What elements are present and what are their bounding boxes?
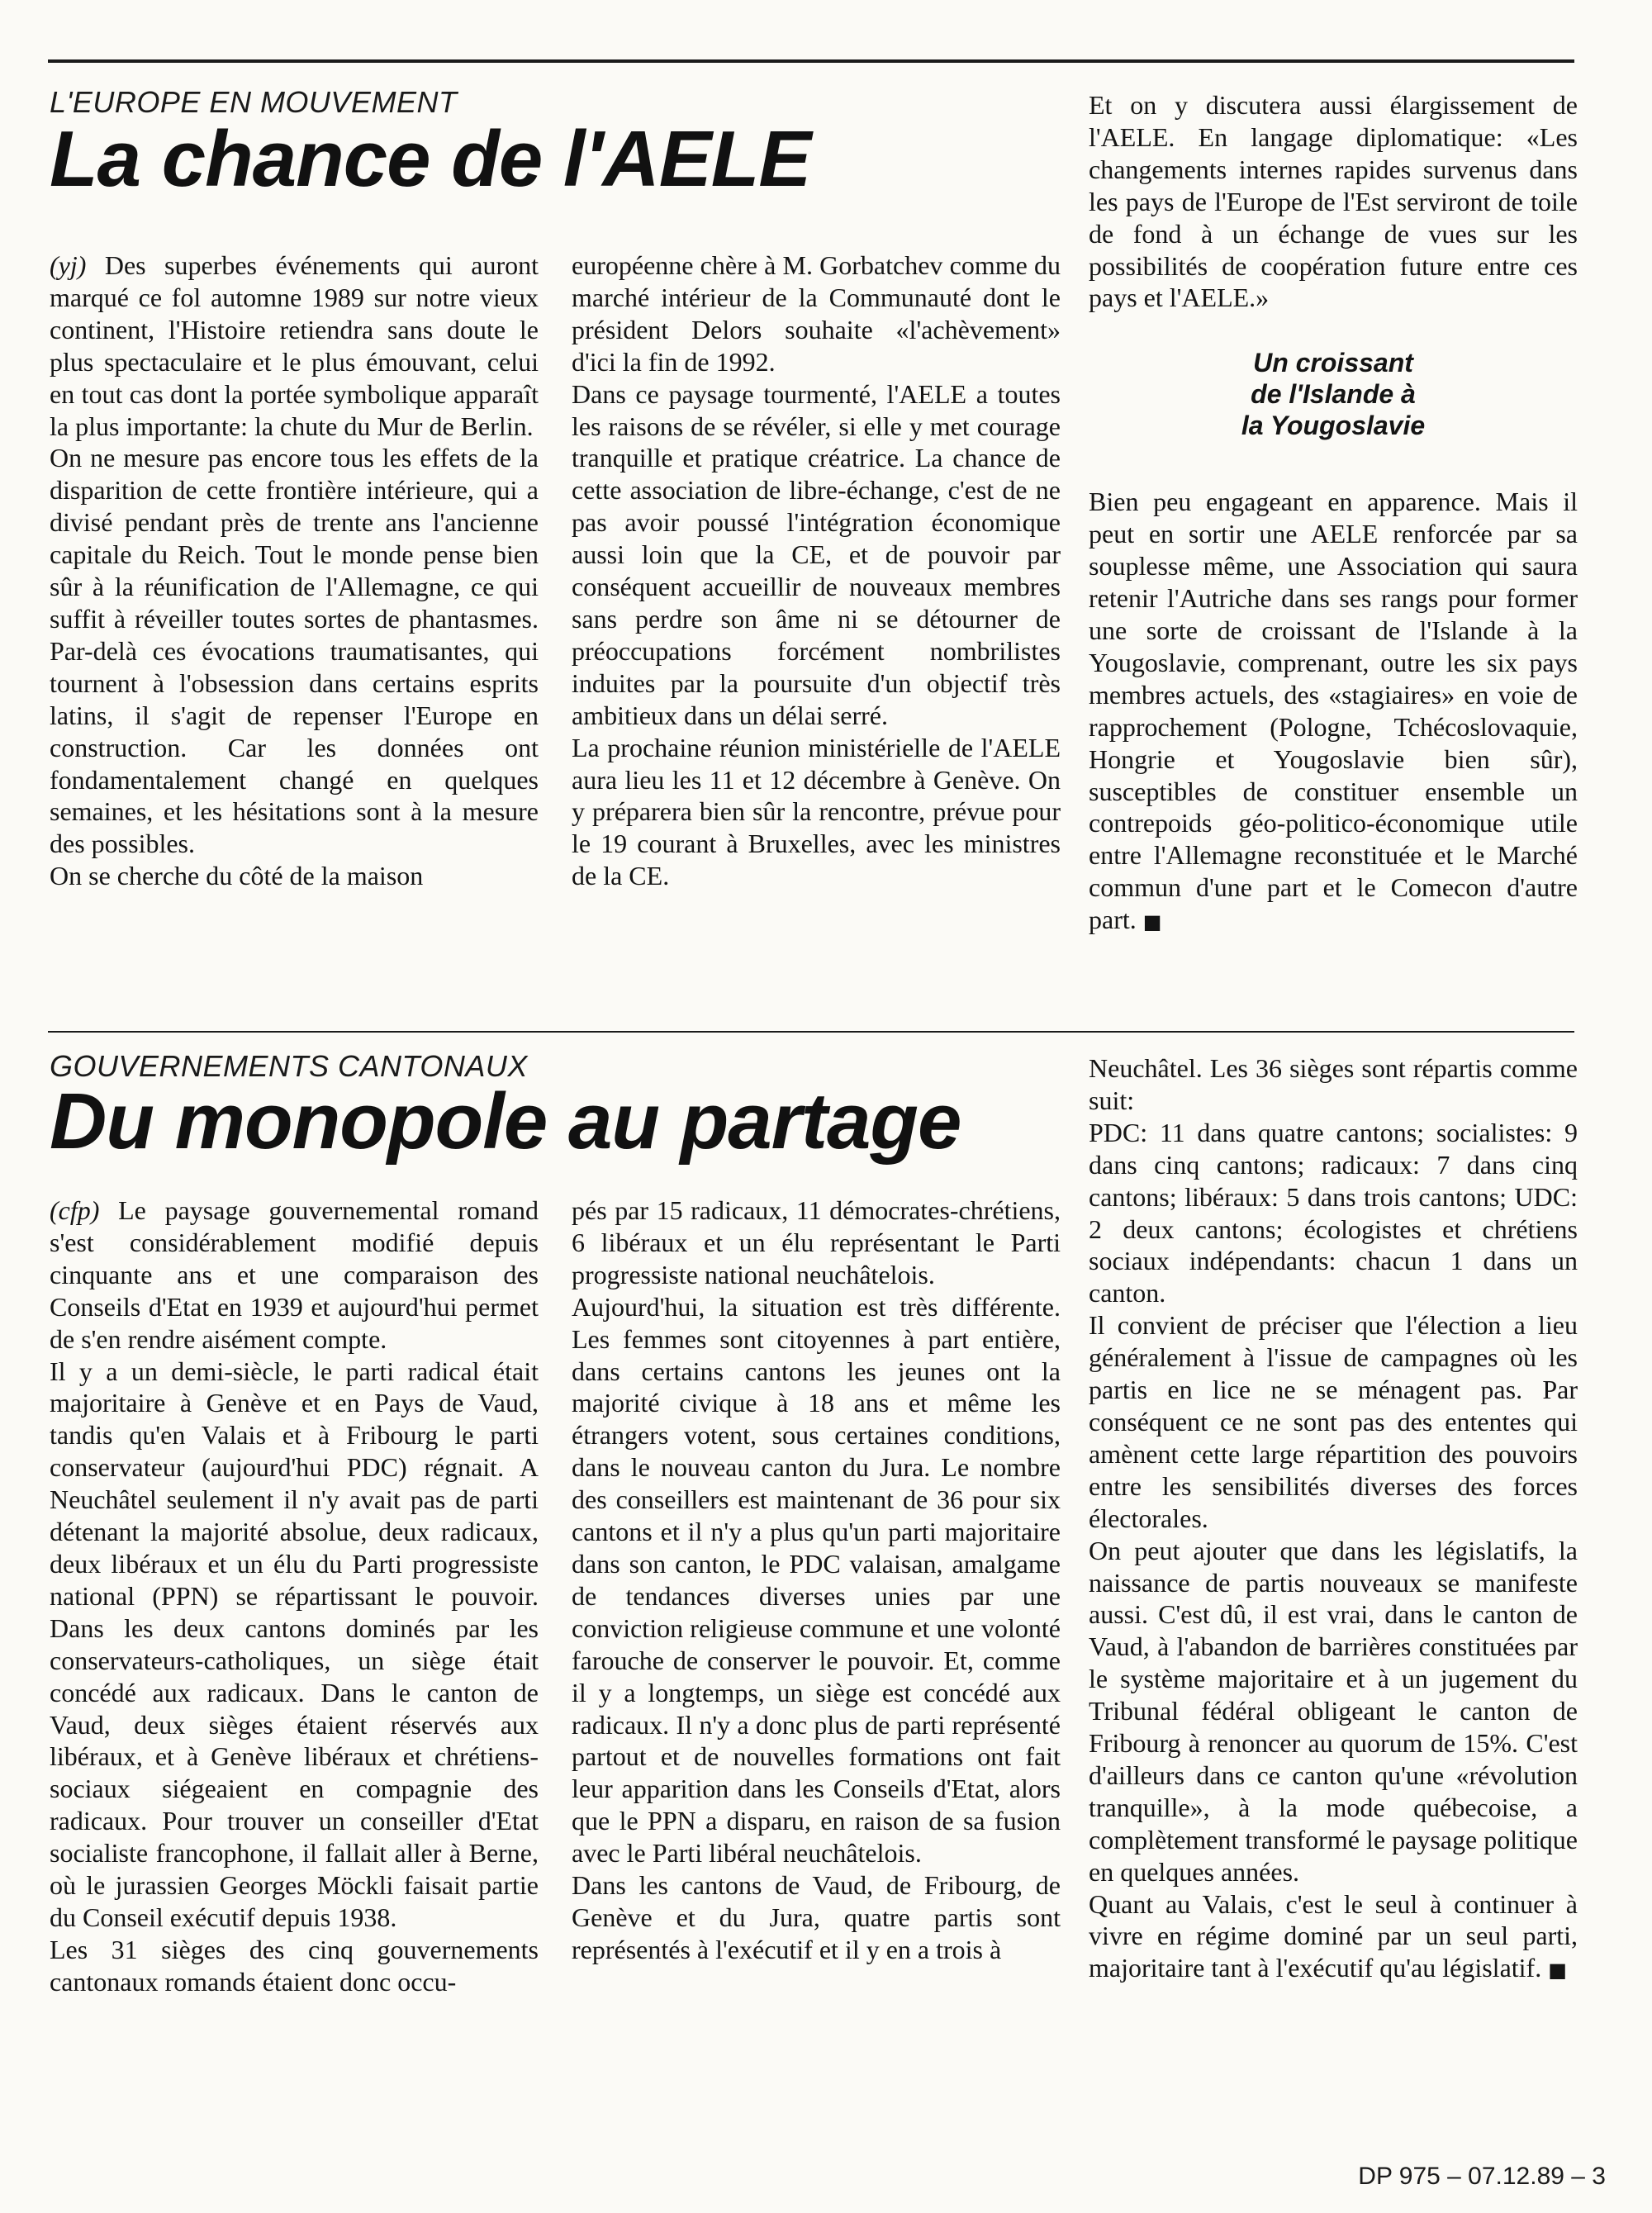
section-divider — [48, 1031, 1574, 1033]
article1-paragraph: On ne mesure pas encore tous les effets de la disparition de cette frontière intérieure, qui a divisé pendant près de trente ans l'ancienne capitale du Reich. Tout le monde pense bien sûr à la réunification de l'Allemagne, ce qui suffit à réveiller toutes sortes de phantasmes. Par-delà ces évocations traumatisantes, qui tournent à l'obsession dans certains esprits latins, il s'agit de repenser l'Europe en construction. Car les données ont fondamentalement changé en quelques semaines, et les hésitations sont à la mesure des possibles. — [50, 443, 539, 859]
article2-kicker: GOUVERNEMENTS CANTONAUX — [50, 1049, 528, 1083]
article2-column-1 — [50, 1194, 539, 1998]
page-folio: DP 975 – 07.12.89 – 3 — [1358, 2163, 1606, 2190]
article1-paragraph: (yj) Des superbes événements qui auront marqué ce fol automne 1989 sur notre vieux continent, l'Histoire retiendra sans doute le plus spectaculaire et le plus émouvant, celui en tout cas dont la portée symbolique apparaît la plus importante: la chute du Mur de Berlin. — [50, 250, 539, 441]
article2-paragraph: Les 31 sièges des cinq gouvernements cantonaux romands étaient donc occu- — [50, 1934, 539, 1997]
top-rule — [48, 59, 1574, 63]
article1-byline: (yj) — [50, 250, 87, 280]
article1-paragraph: On se cherche du côté de la maison — [50, 861, 424, 891]
article1-subhead: Un croissant de l'Islande à la Yougoslavie — [1241, 348, 1426, 441]
article1-paragraph: européenne chère à M. Gorbatchev comme du marché intérieur de la Communauté dont le président Delors souhaite «l'achèvement» d'ici la fin de 1992. — [572, 250, 1061, 377]
article1-paragraph: Bien peu engageant en apparence. Mais il peut en sortir une AELE renforcée par sa souplesse même, une Association qui saura retenir l'Autriche dans ses rangs pour former une sorte de croissant de l'Islande à la Yougoslavie, comprenant, outre les six pays membres actuels, des «stagiaires» en voie de rapprochement (Pologne, Tchécoslovaquie, Hongrie et Yougoslavie bien sûr), susceptibles de constituer ensemble un contrepoids géo-politico-économique utile entre l'Allemagne reconstituée et le Marché commun d'une part et le Comecon d'autre part. ■ — [1089, 487, 1578, 935]
article2-column-2 — [572, 1194, 1061, 1966]
article2-paragraph: (cfp) Le paysage gouvernemental romand s'est considérablement modifié depuis cinquante ans et une comparaison des Conseils d'Etat en 1939 et aujourd'hui permet de s'en rendre aisément compte. — [50, 1195, 539, 1354]
article2-paragraph: PDC: 11 dans quatre cantons; socialistes: 9 dans cinq cantons; radicaux: 7 dans cinq cantons; libéraux: 5 dans trois cantons; UDC: 2 deux cantons; écologistes et chrétiens sociaux indépendants: chacun 1 dans un canton. — [1089, 1117, 1578, 1308]
article2-paragraph: pés par 15 radicaux, 11 démocrates-chrétiens, 6 libéraux et un élu représentant le Parti progressiste national neuchâtelois. — [572, 1195, 1061, 1289]
article1-paragraph: Dans ce paysage tourmenté, l'AELE a toutes les raisons de se révéler, si elle y met courage tranquille et pratique créatrice. La chance de cette association de libre-échange, c'est de ne pas avoir poussé l'intégration économique aussi loin que la CE, et de pouvoir par conséquent accueillir de nouveaux membres sans perdre son âme ni se détourner de préoccupations forcément nombrilistes induites par la poursuite d'un objectif très ambitieux dans un délai serré. — [572, 378, 1061, 730]
article1-column-2 — [572, 249, 1061, 892]
article2-paragraph: Il y a un demi-siècle, le parti radical était majoritaire à Genève et en Pays de Vaud, tandis qu'en Valais et à Fribourg le parti conservateur (aujourd'hui PDC) régnait. A Neuchâtel seulement il n'y avait pas de parti détenant la majorité absolue, deux radicaux, deux libéraux et un élu du Parti progressiste national (PPN) se répartissant le pouvoir. Dans les deux cantons dominés par les conservateurs-catholiques, un siège était concédé aux radicaux. Dans le canton de Vaud, deux sièges étaient réservés aux libéraux, et à Genève libéraux et chrétiens-sociaux siégeaient en compagnie des radicaux. Pour trouver un conseiller d'Etat socialiste francophone, il fallait aller à Berne, où le jurassien Georges Möckli faisait partie du Conseil exécutif depuis 1938. — [50, 1356, 539, 1932]
article2-paragraph: On peut ajouter que dans les législatifs, la naissance de partis nouveaux se manifeste aussi. C'est dû, il est vrai, dans le canton de Vaud, à l'abandon de barrières constituées par le système majoritaire et à un jugement du Tribunal fédéral obligeant le canton de Fribourg à renoncer au quorum de 15%. C'est d'ailleurs dans ce canton qu'une «révolution tranquille», à la mode québecoise, a complètement transformé le paysage politique en quelques années. — [1089, 1535, 1578, 1887]
end-mark-icon: ■ — [1548, 1959, 1567, 1983]
article1-paragraph: Et on y discutera aussi élargissement de l'AELE. En langage diplomatique: «Les changements internes rapides survenus dans les pays de l'Europe de l'Est serviront de toile de fond à un échange de vues sur les possibilités de coopération future entre ces pays et l'AELE.» — [1089, 90, 1578, 313]
article1-title: La chance de l'AELE — [50, 115, 811, 203]
article2-paragraph: Aujourd'hui, la situation est très différente. Les femmes sont citoyennes à part entière, dans certains cantons les jeunes ont la majorité civique à 18 ans et même les étrangers votent, sous certaines conditions, dans le nouveau canton du Jura. Le nombre des conseillers est maintenant de 36 pour six cantons et il n'y a plus qu'un parti majoritaire dans son canton, le PDC valaisan, amalgame de tendances diverses unies par une conviction religieuse commune et une volonté farouche de conserver le pouvoir. Et, comme il y a longtemps, un siège est concédé aux radicaux. Il n'y a donc plus de parti représenté partout et de nouvelles formations ont fait leur apparition dans les Conseils d'Etat, alors que le PPN a disparu, en raison de sa fusion avec le Parti libéral neuchâtelois. — [572, 1291, 1061, 1869]
article2-paragraph: Dans les cantons de Vaud, de Fribourg, de Genève et du Jura, quatre partis sont représentés à l'exécutif et il y en a trois à — [572, 1870, 1061, 1964]
article2-paragraph: Quant au Valais, c'est le seul à continuer à vivre en régime dominé par un seul parti, majoritaire tant à l'exécutif qu'au législatif. ■ — [1089, 1888, 1578, 1983]
article2-title: Du monopole au partage — [50, 1077, 961, 1166]
article1-paragraph: La prochaine réunion ministérielle de l'AELE aura lieu les 11 et 12 décembre à Genève. On y préparera bien sûr la rencontre, prévue pour le 19 courant à Bruxelles, avec les ministres de la CE. — [572, 732, 1061, 891]
article1-kicker: L'EUROPE EN MOUVEMENT — [50, 85, 458, 119]
article2-column-3 — [1089, 1052, 1578, 1987]
end-mark-icon: ■ — [1142, 910, 1162, 934]
article2-paragraph: Il convient de préciser que l'élection a lieu généralement à l'issue de campagnes où les partis en lice ne se ménagent pas. Par conséquent ce ne sont pas des ententes qui amènent cette large répartition des pouvoirs entre les sensibilités diverses des forces électorales. — [1089, 1310, 1578, 1533]
article1-column-3 — [1089, 89, 1578, 938]
article1-column-1 — [50, 249, 539, 892]
article2-byline: (cfp) — [50, 1195, 100, 1225]
article2-paragraph: Neuchâtel. Les 36 sièges sont répartis comme suit: — [1089, 1053, 1578, 1115]
